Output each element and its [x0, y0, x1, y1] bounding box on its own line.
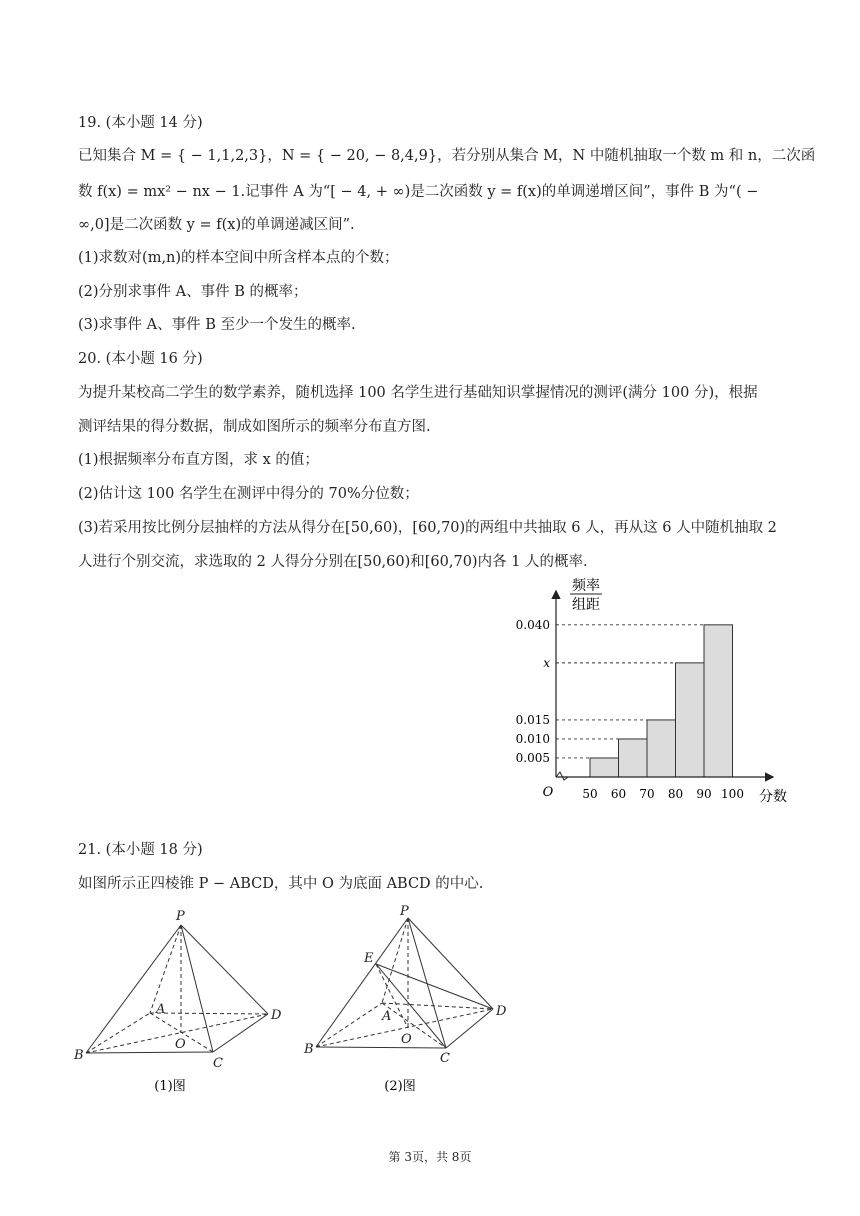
label-E: E	[364, 951, 374, 966]
label-O: O	[175, 1037, 186, 1052]
x-tick-label-100: 100	[721, 787, 744, 801]
label-B-2: B	[304, 1042, 314, 1057]
label-C-2: C	[440, 1051, 450, 1066]
label-C: C	[213, 1056, 223, 1071]
histogram-bar-90-100	[704, 625, 733, 777]
q20-part3b: 人进行个别交流，求选取的 2 人得分分别在[50,60)和[60,70)内各 1 人的概率.	[78, 554, 588, 570]
x-tick-label-80: 80	[667, 787, 684, 801]
q19-line3: ∞,0]是二次函数 y = f(x)的单调递减区间”.	[78, 217, 355, 233]
frequency-histogram	[500, 572, 800, 812]
q20-part3a: (3)若采用按比例分层抽样的方法从得分在[50,60)，[60,70)的两组中共抽取 6 人，再从这 6 人中随机抽取 2	[78, 520, 777, 536]
histogram-bar-80-90	[676, 663, 705, 777]
histogram-bar-70-80	[647, 720, 676, 777]
label-P-2: P	[400, 904, 409, 919]
axis-break-icon	[556, 772, 568, 780]
pyramid-figure-1	[70, 900, 300, 1100]
q21-header: 21. (本小题 18 分)	[78, 842, 203, 858]
y-tick-label-0: 0.005	[515, 750, 550, 765]
q20-line2: 测评结果的得分数据，制成如图所示的频率分布直方图.	[78, 419, 431, 435]
label-B: B	[74, 1048, 84, 1063]
y-label-bottom: 组距	[572, 597, 600, 613]
q19-part1: (1)求数对(m,n)的样本空间中所含样本点的个数；	[78, 250, 399, 266]
origin-label: O	[542, 785, 554, 800]
q19-header: 19. (本小题 14 分)	[78, 115, 203, 131]
label-A: A	[156, 1002, 166, 1017]
fig2-caption: (2)图	[384, 1079, 416, 1094]
x-tick-label-70: 70	[639, 787, 655, 801]
label-A-2: A	[382, 1009, 392, 1024]
fig1-caption: (1)图	[154, 1079, 186, 1094]
q19-line1: 已知集合 M = { − 1,1,2,3}，N = { − 20, − 8,4,9}，若分别从集合 M，N 中随机抽取一个数 m 和 n，二次函	[78, 148, 816, 164]
histogram-bar-50-60	[590, 758, 619, 777]
histogram-bar-60-70	[619, 739, 648, 777]
q20-part1: (1)根据频率分布直方图，求 x 的值；	[78, 452, 319, 468]
label-P: P	[176, 909, 185, 924]
x-tick-label-60: 60	[610, 787, 627, 801]
q21-line1: 如图所示正四棱锥 P − ABCD，其中 O 为底面 ABCD 的中心.	[78, 876, 484, 892]
page-footer: 第 3页，共 8页	[388, 1150, 472, 1164]
label-O-2: O	[401, 1032, 412, 1047]
y-tick-label-2: 0.015	[515, 712, 550, 727]
pyramid-figure-2	[296, 900, 526, 1100]
x-axis-label: 分数	[759, 789, 787, 805]
x-tick-label-50: 50	[582, 787, 598, 801]
q19-line2: 数 f(x) = mx² − nx − 1.记事件 A 为“[ − 4, + ∞)是二次函数 y = f(x)的单调递增区间”，事件 B 为“( −	[78, 184, 759, 200]
x-tick-label-90: 90	[696, 787, 712, 801]
q20-header: 20. (本小题 16 分)	[78, 351, 203, 367]
q19-part2: (2)分别求事件 A、事件 B 的概率；	[78, 284, 308, 300]
y-tick-label-1: 0.010	[515, 731, 550, 746]
y-tick-label-4: 0.040	[515, 617, 550, 632]
y-label-top: 频率	[572, 578, 600, 594]
label-D-2: D	[496, 1004, 507, 1019]
y-tick-label-3: x	[543, 655, 550, 670]
label-D: D	[271, 1008, 282, 1023]
q19-part3: (3)求事件 A、事件 B 至少一个发生的概率.	[78, 317, 356, 333]
q20-part2: (2)估计这 100 名学生在测评中得分的 70%分位数；	[78, 486, 419, 502]
q20-line1: 为提升某校高二学生的数学素养，随机选择 100 名学生进行基础知识掌握情况的测评(满分 100 分)，根据	[78, 385, 758, 401]
